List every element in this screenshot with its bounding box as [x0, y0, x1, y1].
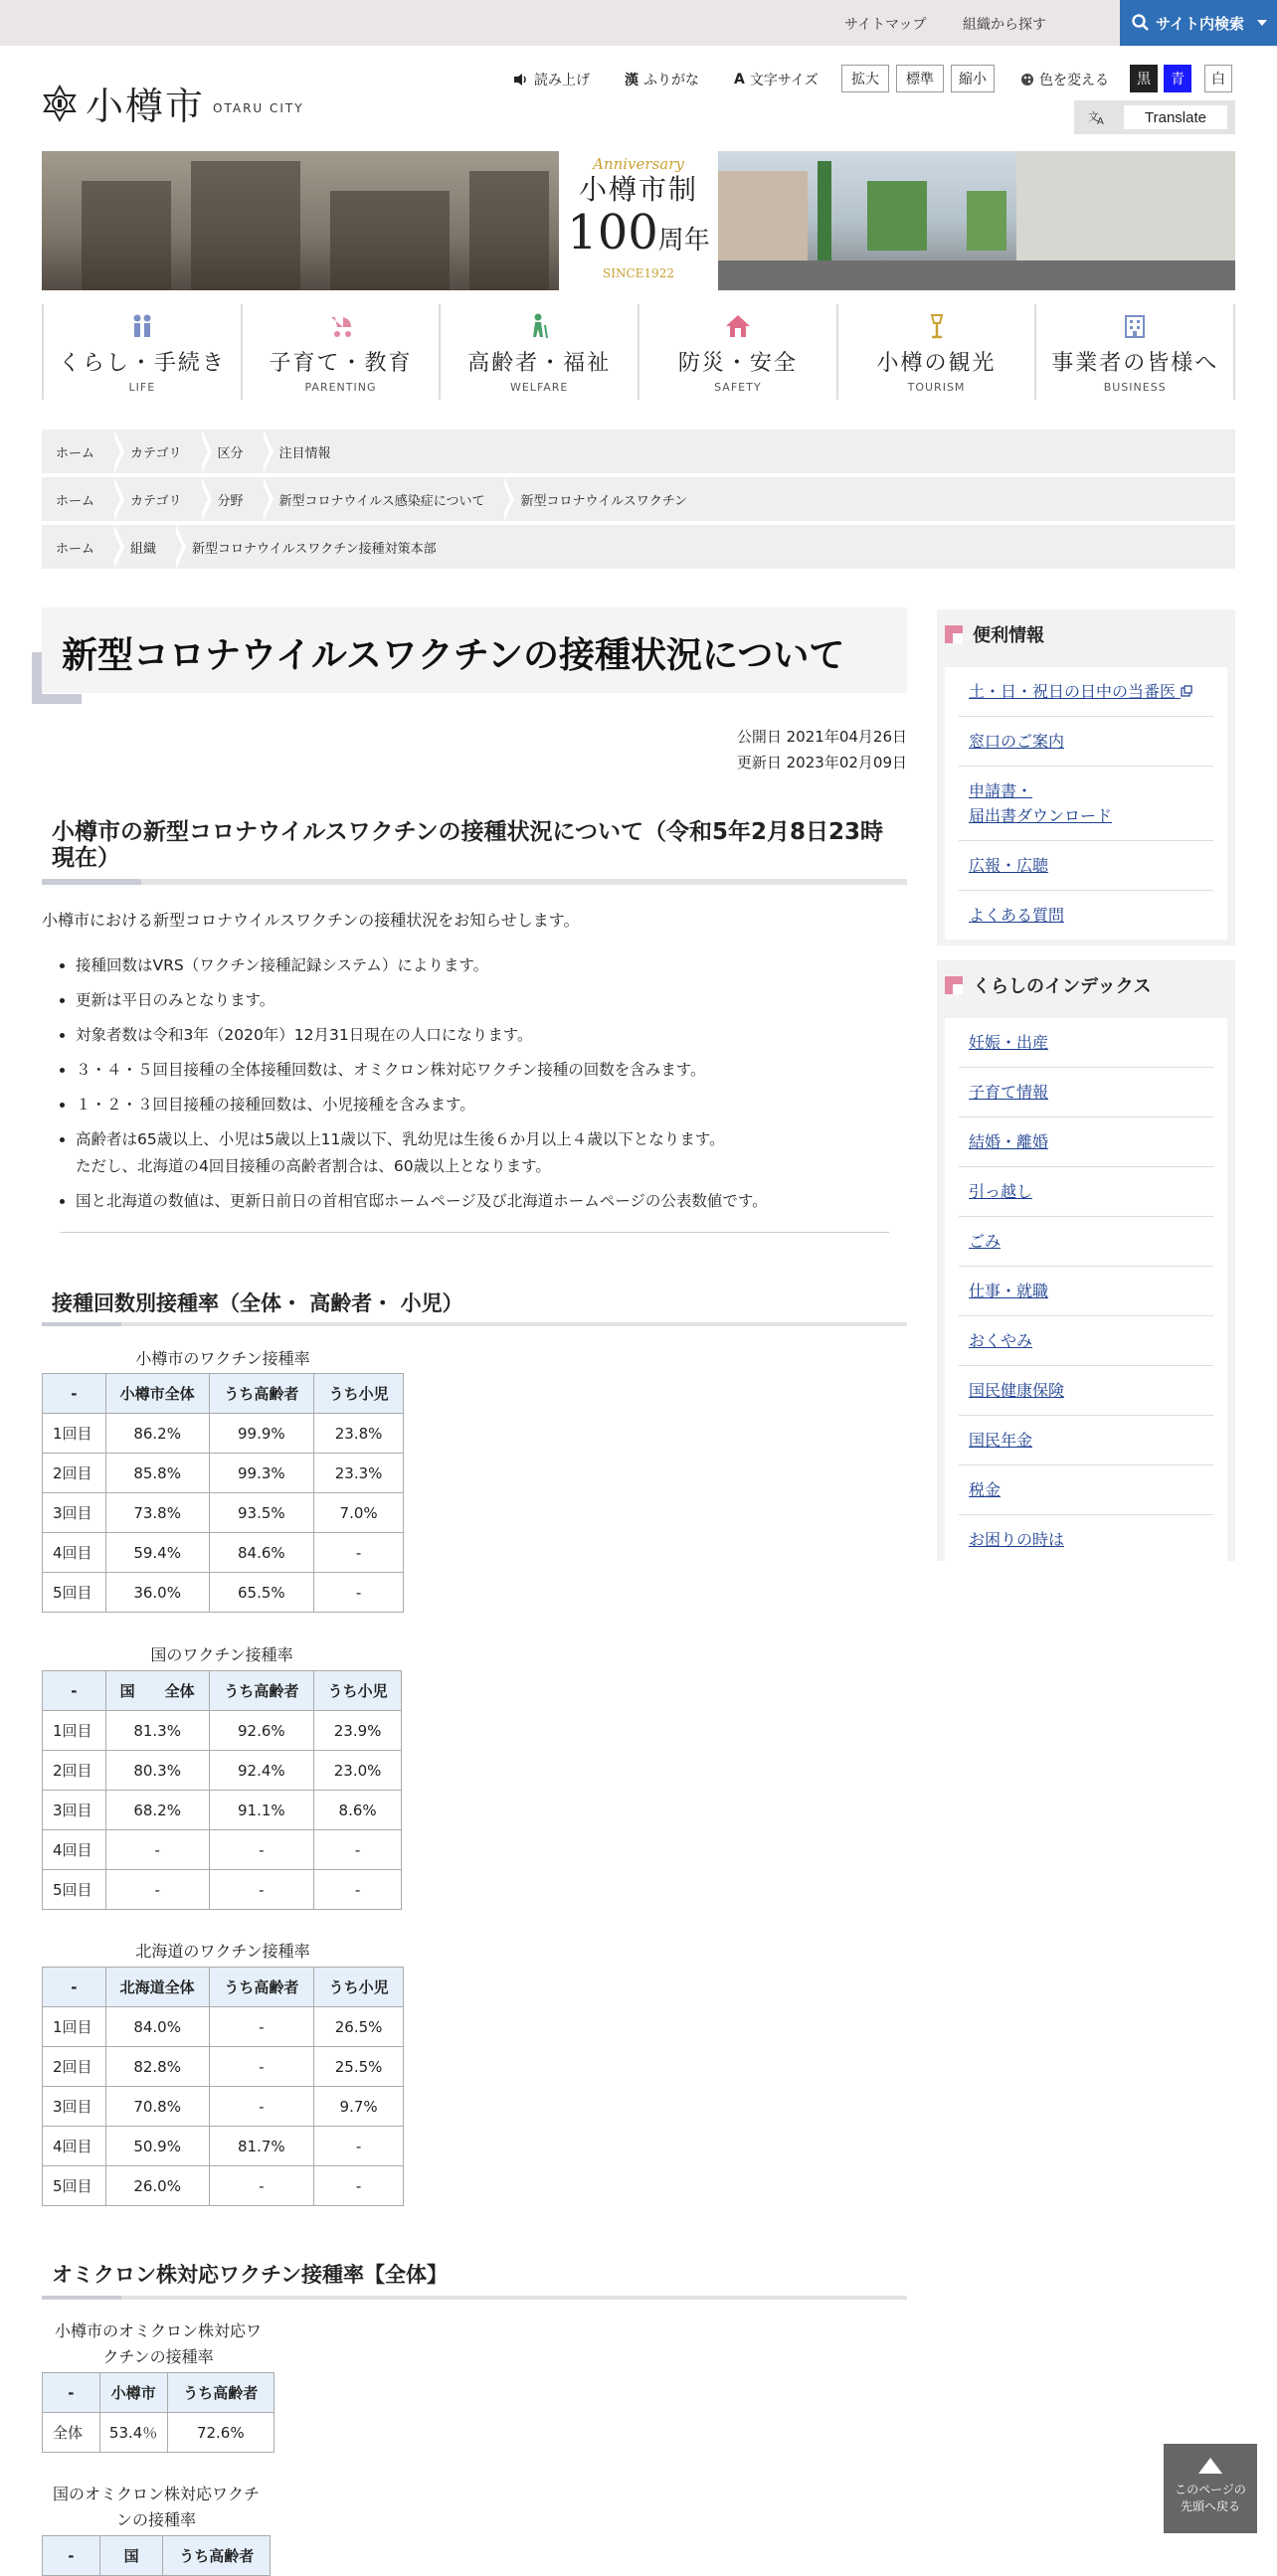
- table-cell: 72.6%: [167, 2413, 274, 2453]
- building-icon: [1121, 313, 1149, 339]
- table-cell: 91.1%: [209, 1791, 314, 1830]
- section-heading-status-line2: 現在）: [52, 845, 120, 871]
- read-aloud-label: 読み上げ: [534, 73, 590, 88]
- table-cell: -: [314, 2166, 404, 2206]
- nav-tourism[interactable]: [836, 304, 1035, 400]
- org-search-link[interactable]: 組織から探す: [963, 17, 1046, 33]
- table-cell: 5回目: [43, 2166, 106, 2206]
- table-row: [43, 1830, 402, 1870]
- text-size-text: 文字サイズ: [749, 73, 819, 88]
- table-cell: 73.8%: [105, 1493, 209, 1533]
- nav-tourism-en: TOURISM: [907, 381, 966, 394]
- back-to-top-button[interactable]: [1164, 2444, 1257, 2533]
- table-row: [43, 1751, 402, 1791]
- text-size-large-button[interactable]: 拡大: [841, 65, 889, 92]
- sidebar-link-pension[interactable]: 国民年金: [959, 1416, 1213, 1465]
- translate-widget: [1074, 100, 1235, 134]
- anniversary-banner[interactable]: [42, 151, 1235, 290]
- nav-safety[interactable]: [638, 304, 836, 400]
- table-cell: -: [105, 1870, 209, 1910]
- table-cell: 全体: [43, 2413, 100, 2453]
- nav-safety-en: SAFETY: [714, 381, 762, 394]
- nav-business[interactable]: [1034, 304, 1235, 400]
- breadcrumb: [42, 525, 1235, 569]
- city-emblem-icon: [42, 86, 78, 121]
- back-to-top-line2: 先頭へ戻る: [1180, 2499, 1240, 2513]
- sidebar-link-marriage[interactable]: 結婚・離婚: [959, 1117, 1213, 1167]
- breadcrumb-item[interactable]: ホーム: [42, 477, 116, 521]
- sidebar-link-tax[interactable]: 税金: [959, 1465, 1213, 1515]
- table-cell: 4回目: [43, 1533, 106, 1573]
- table-row: [43, 1454, 404, 1493]
- table-cell: 70.8%: [105, 2087, 209, 2127]
- table-cell: -: [209, 2007, 314, 2047]
- elderly-walking-icon: [525, 313, 553, 339]
- table-row: [43, 1870, 402, 1910]
- list-item: [76, 1126, 907, 1180]
- nav-safety-label: 防災・安全: [677, 351, 798, 376]
- table-cell: -: [314, 1870, 402, 1910]
- nav-welfare-en: WELFARE: [509, 381, 569, 394]
- breadcrumb: [42, 477, 1235, 521]
- sidebar-heading-text: 便利情報: [973, 625, 1044, 646]
- list-item-line: ただし、北海道の4回目接種の高齢者割合は、60歳以上となります。: [76, 1157, 551, 1175]
- table-cell: 53.4％: [99, 2413, 167, 2453]
- table-cell: 2回目: [43, 1751, 106, 1791]
- table-cell: 84.6%: [209, 1533, 314, 1573]
- table-cell: -: [209, 1830, 314, 1870]
- sidebar-link-pregnancy[interactable]: 妊娠・出産: [959, 1018, 1213, 1068]
- historic-street-photo: [42, 151, 559, 290]
- sidebar-link-condolence[interactable]: おくやみ: [959, 1316, 1213, 1366]
- table-cell: 23.9%: [314, 1711, 402, 1751]
- section-heading-status: [52, 819, 907, 871]
- table-caption: 北海道のワクチン接種率: [135, 1942, 310, 1961]
- table-cell: 36.0%: [105, 1573, 209, 1613]
- list-item: • 対象者数は令和3年（2020年）12月31日現在の人口になります。: [76, 1022, 907, 1049]
- table-header-cell: うち高齢者: [209, 1671, 314, 1711]
- sidebar-link-moving[interactable]: 引っ越し: [959, 1167, 1213, 1217]
- palette-icon: [1020, 73, 1034, 86]
- breadcrumb-item[interactable]: 新型コロナウイルスワクチン: [520, 493, 688, 509]
- breadcrumb-item[interactable]: ホーム: [42, 525, 116, 569]
- table-cell: 99.3%: [209, 1454, 314, 1493]
- table-cell: 92.6%: [209, 1711, 314, 1751]
- speaker-icon: [513, 73, 529, 86]
- breadcrumb-item[interactable]: カテゴリ: [116, 477, 203, 521]
- breadcrumb-item[interactable]: 新型コロナウイルス感染症について: [266, 477, 507, 521]
- table-header-row: [43, 2536, 271, 2576]
- table-cell: 4回目: [43, 2127, 106, 2166]
- title-decoration: [32, 652, 82, 704]
- table-header-cell: うち高齢者: [163, 2536, 271, 2576]
- table-header-cell: 小樽市全体: [105, 1374, 209, 1414]
- updated-date: 更新日 2023年02月09日: [736, 754, 907, 772]
- sidebar-link-garbage[interactable]: ごみ: [959, 1217, 1213, 1267]
- table-cell: 8.6%: [314, 1791, 402, 1830]
- table-cell: 80.3%: [105, 1751, 209, 1791]
- table-caption: [42, 2318, 274, 2370]
- table-row: [43, 2007, 404, 2047]
- table-row: [43, 2087, 404, 2127]
- anniversary-suffix: 周年: [657, 226, 710, 256]
- table-cell: 68.2%: [105, 1791, 209, 1830]
- sidebar-link-pr[interactable]: 広報・広聴: [959, 841, 1213, 891]
- read-aloud-button[interactable]: [513, 70, 590, 89]
- table-cell: -: [314, 1533, 404, 1573]
- sidebar-link-holiday-doctor[interactable]: [959, 667, 1213, 717]
- table-caption-line: クチンの接種率: [102, 2347, 214, 2366]
- table-cell: -: [314, 2127, 404, 2166]
- heading-underline: [42, 2296, 907, 2300]
- table-cell: 1回目: [43, 1414, 106, 1454]
- table-cell: 7.0%: [314, 1493, 404, 1533]
- table-cell: 5回目: [43, 1870, 106, 1910]
- nav-tourism-label: 小樽の観光: [876, 351, 997, 376]
- furigana-button[interactable]: [625, 70, 699, 89]
- house-icon: [724, 313, 752, 339]
- heading-underline: [42, 879, 907, 885]
- square-bullet-icon: [945, 976, 963, 994]
- list-item: • 国と北海道の数値は、更新日前日の首相官邸ホームページ及び北海道ホームページの公表数値です。: [76, 1188, 907, 1215]
- table-caption-line: 国のオミクロン株対応ワクチ: [52, 2485, 260, 2503]
- table-cell: 82.8%: [105, 2047, 209, 2087]
- nav-life-en: LIFE: [128, 381, 156, 394]
- furigana-icon: 漢: [625, 73, 638, 88]
- table-cell: 84.0%: [105, 2007, 209, 2047]
- breadcrumb: [42, 429, 1235, 473]
- sidebar-link-trouble[interactable]: お困りの時は: [969, 1530, 1065, 1549]
- chevron-down-icon: [1256, 18, 1268, 28]
- table-cell: 1回目: [43, 2007, 106, 2047]
- table-cell: 85.8%: [105, 1454, 209, 1493]
- national-rates-table: [42, 1670, 402, 1910]
- furigana-label: ふりがな: [643, 73, 699, 88]
- table-row: [43, 1791, 402, 1830]
- sidebar-link-text: 土・日・祝日の日中の当番医: [969, 682, 1177, 701]
- table-cell: 9.7%: [314, 2087, 404, 2127]
- breadcrumb-item[interactable]: ホーム: [42, 429, 116, 473]
- sidebar-link-text: 申請書・: [969, 781, 1033, 800]
- sidebar-link-text: 届出書ダウンロード: [969, 806, 1113, 825]
- sidebar-link-jobs[interactable]: 仕事・就職: [959, 1267, 1213, 1316]
- table-header-row: [43, 1374, 404, 1414]
- sidebar-heading: [945, 621, 1044, 647]
- table-cell: 23.0%: [314, 1751, 402, 1791]
- table-cell: 3回目: [43, 1493, 106, 1533]
- table-cell: -: [209, 2087, 314, 2127]
- table-cell: 3回目: [43, 2087, 106, 2127]
- table-cell: 50.9%: [105, 2127, 209, 2166]
- table-cell: 23.8%: [314, 1414, 404, 1454]
- logo-english: OTARU CITY: [213, 100, 304, 115]
- external-link-icon: [1181, 685, 1192, 697]
- sidebar-link-faq[interactable]: よくある質問: [969, 906, 1065, 925]
- hokkaido-rates-table: [42, 1967, 404, 2206]
- intro-text: 小樽市における新型コロナウイルスワクチンの接種状況をお知らせします。: [42, 911, 580, 930]
- table-header-cell: うち高齢者: [209, 1374, 314, 1414]
- table-header-row: [43, 1968, 404, 2007]
- anniversary-number-line: [559, 207, 718, 266]
- table-cell: 2回目: [43, 2047, 106, 2087]
- breadcrumb-item[interactable]: カテゴリ: [116, 429, 203, 473]
- nav-parenting[interactable]: [241, 304, 440, 400]
- sidebar-links: [945, 1018, 1227, 1564]
- change-color-text: 色を変える: [1039, 73, 1109, 88]
- table-cell: -: [105, 1830, 209, 1870]
- section-heading-rates: 接種回数別接種率（全体・ 高齢者・ 小児）: [52, 1291, 463, 1315]
- list-item: • 接種回数はVRS（ワクチン接種記録システム）によります。: [76, 952, 907, 979]
- site-logo[interactable]: [42, 76, 304, 130]
- table-cell: 4回目: [43, 1830, 106, 1870]
- table-cell: 26.5%: [314, 2007, 404, 2047]
- translate-button[interactable]: Translate: [1124, 105, 1227, 129]
- page-title-box: [42, 607, 907, 693]
- anniversary-since: SINCE1922: [603, 266, 674, 280]
- sitemap-link[interactable]: サイトマップ: [844, 17, 927, 33]
- text-size-small-button[interactable]: 縮小: [951, 65, 995, 92]
- table-header-cell: 国 全体: [105, 1671, 209, 1711]
- table-header-cell: -: [43, 1374, 106, 1414]
- color-blue-button[interactable]: 青: [1164, 65, 1191, 92]
- table-header-cell: -: [43, 1968, 106, 2007]
- table-header-row: [43, 1671, 402, 1711]
- heading-underline: [42, 1322, 907, 1326]
- site-search-button[interactable]: [1120, 0, 1277, 46]
- square-bullet-icon: [945, 625, 963, 643]
- notes-list: [76, 952, 907, 1223]
- table-header-cell: -: [43, 2373, 100, 2413]
- table-cell: 59.4%: [105, 1533, 209, 1573]
- table-cell: 92.4%: [209, 1751, 314, 1791]
- sidebar-links: [945, 667, 1227, 940]
- table-header-cell: 小樽市: [99, 2373, 167, 2413]
- sidebar-link-health-insurance[interactable]: 国民健康保険: [959, 1366, 1213, 1416]
- sidebar-heading-text: くらしのインデックス: [973, 976, 1152, 997]
- sidebar-link-forms[interactable]: [959, 767, 1213, 841]
- color-white-button[interactable]: 白: [1204, 65, 1232, 92]
- table-caption-line: ンの接種率: [115, 2510, 196, 2529]
- list-item: • １・２・３回目接種の接種回数は、小児接種を含みます。: [76, 1092, 907, 1118]
- table-row: [43, 2047, 404, 2087]
- nav-life[interactable]: [42, 304, 241, 400]
- text-size-standard-button[interactable]: 標準: [896, 65, 944, 92]
- table-header-cell: 国: [99, 2536, 163, 2576]
- table-cell: 2回目: [43, 1454, 106, 1493]
- table-cell: 1回目: [43, 1711, 106, 1751]
- table-cell: 3回目: [43, 1791, 106, 1830]
- nav-parenting-label: 子育て・教育: [269, 351, 413, 376]
- arrow-up-icon: [1198, 2458, 1222, 2474]
- table-header-cell: うち高齢者: [167, 2373, 274, 2413]
- family-icon: [128, 313, 156, 339]
- table-caption: [42, 2482, 271, 2533]
- table-cell: -: [314, 1830, 402, 1870]
- table-header-cell: 北海道全体: [105, 1968, 209, 2007]
- nav-life-label: くらし・手続き: [58, 351, 226, 376]
- sidebar-life-index: [937, 960, 1235, 1561]
- table-row: [43, 2166, 404, 2206]
- table-cell: -: [209, 1870, 314, 1910]
- table-header-cell: うち小児: [314, 1374, 404, 1414]
- table-row: [43, 1533, 404, 1573]
- list-item: • ３・４・５回目接種の全体接種回数は、オミクロン株対応ワクチン接種の回数を含みます。: [76, 1057, 907, 1084]
- omicron-otaru-table: [42, 2372, 274, 2453]
- site-search-label: サイト内検索: [1156, 14, 1244, 33]
- table-header-cell: -: [43, 2536, 100, 2576]
- table-cell: -: [314, 1573, 404, 1613]
- text-size-icon: A: [734, 72, 745, 87]
- translate-icon: [1088, 109, 1106, 125]
- gas-lamp-icon: [923, 313, 951, 339]
- modern-street-photo: [718, 151, 1235, 290]
- sidebar-useful-info: [937, 609, 1235, 945]
- svg-text:文: 文: [1088, 110, 1099, 123]
- table-cell: -: [209, 2166, 314, 2206]
- nav-welfare[interactable]: [439, 304, 638, 400]
- breadcrumb-item[interactable]: 新型コロナウイルスワクチン接種対策本部: [192, 541, 437, 557]
- table-row: [43, 2127, 404, 2166]
- table-cell: 26.0%: [105, 2166, 209, 2206]
- nav-welfare-label: 高齢者・福祉: [467, 351, 612, 376]
- anniversary-number: 100: [567, 205, 658, 260]
- change-color-label: [1020, 70, 1109, 89]
- svg-text:A: A: [1097, 116, 1104, 127]
- omicron-national-table: [42, 2535, 271, 2576]
- nav-parenting-en: PARENTING: [304, 381, 377, 394]
- stroller-icon: [327, 313, 355, 339]
- table-caption: 小樽市のワクチン接種率: [135, 1349, 310, 1368]
- divider: [60, 1232, 889, 1233]
- page-title: 新型コロナウイルスワクチンの接種状況について: [62, 635, 845, 676]
- list-item-line: 高齢者は65歳以上、小児は5歳以上11歳以下、乳幼児は生後６か月以上４歳以下となります。: [76, 1130, 725, 1148]
- back-to-top-line1: このページの: [1175, 2483, 1246, 2496]
- breadcrumb-item[interactable]: 注目情報: [278, 445, 331, 461]
- anniversary-text: Anniversary: [593, 155, 684, 173]
- text-size-label: [734, 70, 819, 89]
- table-cell: 81.3%: [105, 1711, 209, 1751]
- table-header-cell: -: [43, 1671, 106, 1711]
- table-header-cell: うち小児: [314, 1671, 402, 1711]
- table-cell: 99.9%: [209, 1414, 314, 1454]
- table-cell: 5回目: [43, 1573, 106, 1613]
- otaru-rates-table: [42, 1373, 404, 1613]
- anniversary-line1: 小樽市制: [578, 173, 698, 206]
- table-row: [43, 1711, 402, 1751]
- table-caption: 国のワクチン接種率: [150, 1645, 293, 1664]
- list-item: • 更新は平日のみとなります。: [76, 987, 907, 1014]
- table-cell: 93.5%: [209, 1493, 314, 1533]
- table-header-cell: うち小児: [314, 1968, 404, 2007]
- table-row: [43, 1573, 404, 1613]
- sidebar-link-parenting[interactable]: 子育て情報: [959, 1068, 1213, 1117]
- breadcrumb-item[interactable]: 区分: [204, 429, 266, 473]
- table-row: [43, 1493, 404, 1533]
- nav-business-label: 事業者の皆様へ: [1051, 351, 1219, 376]
- table-cell: 25.5%: [314, 2047, 404, 2087]
- table-row: [43, 1414, 404, 1454]
- breadcrumb-item[interactable]: 組織: [116, 525, 178, 569]
- table-cell: 23.3%: [314, 1454, 404, 1493]
- table-cell: 81.7%: [209, 2127, 314, 2166]
- nav-business-en: BUSINESS: [1103, 381, 1167, 394]
- section-heading-status-line1: 小樽市の新型コロナウイルスワクチンの接種状況について（令和5年2月8日23時: [52, 819, 884, 845]
- table-cell: -: [209, 2047, 314, 2087]
- color-black-button[interactable]: 黒: [1130, 65, 1158, 92]
- table-header-row: [43, 2373, 274, 2413]
- table-caption-line: 小樽市のオミクロン株対応ワ: [54, 2321, 262, 2340]
- anniversary-logo: [559, 151, 718, 290]
- published-date: 公開日 2021年04月26日: [736, 728, 907, 746]
- logo-text: 小樽市: [86, 85, 206, 128]
- sidebar-heading: [945, 972, 1151, 998]
- table-cell: 65.5%: [209, 1573, 314, 1613]
- global-navigation: [42, 304, 1235, 400]
- breadcrumb-item[interactable]: 分野: [204, 477, 266, 521]
- table-row: [43, 2413, 274, 2453]
- section-heading-omicron: オミクロン株対応ワクチン接種率【全体】: [52, 2263, 448, 2287]
- top-utility-bar: [0, 0, 1277, 46]
- table-header-cell: うち高齢者: [209, 1968, 314, 2007]
- table-cell: 86.2%: [105, 1414, 209, 1454]
- sidebar-link-counter[interactable]: 窓口のご案内: [959, 717, 1213, 767]
- search-icon: [1132, 14, 1150, 32]
